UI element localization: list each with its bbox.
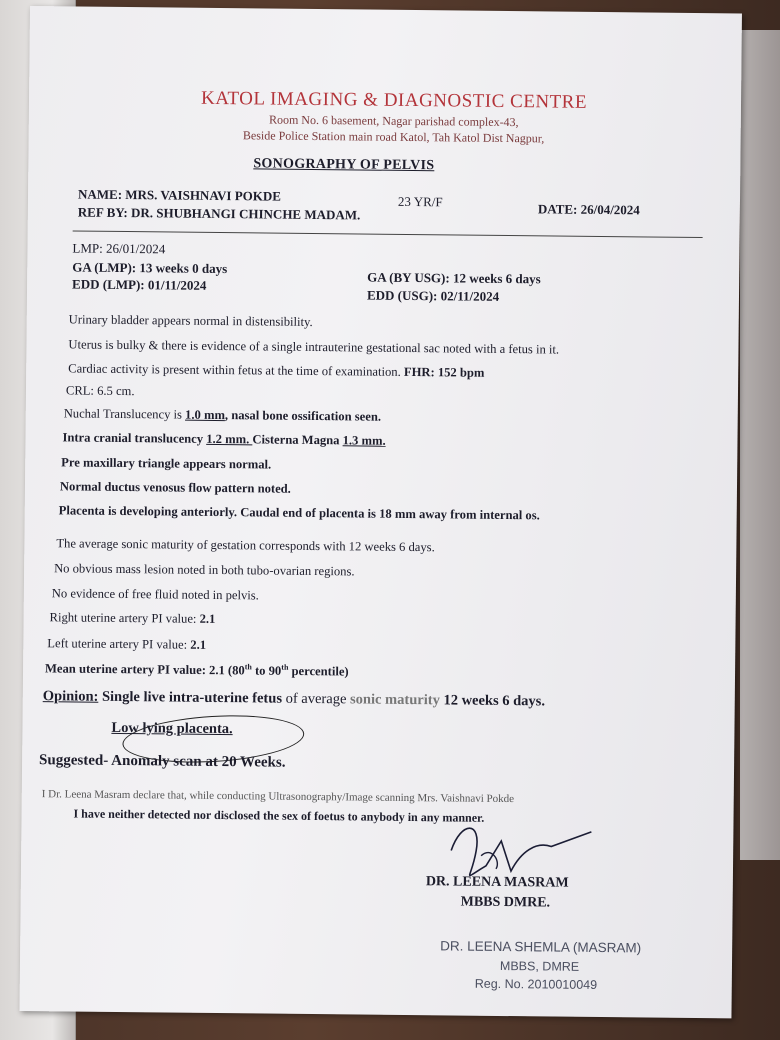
clinic-name: KATOL IMAGING & DIAGNOSTIC CENTRE [200, 87, 588, 113]
finding-cardiac: Cardiac activity is present within fetus at the time of examination. FHR: 152 bpm [68, 361, 485, 380]
finding-mean-pi: Mean uterine artery PI value: 2.1 (80th to 90th percentile) [44, 661, 349, 679]
report-title: SONOGRAPHY OF PELVIS [253, 156, 435, 174]
finding-uterus: Uterus is bulky & there is evidence of a single intrauterine gestational sac noted with a fetus in it. [68, 337, 560, 357]
ict-value: 1.2 mm. [206, 431, 253, 447]
ga-lmp: GA (LMP): 13 weeks 0 days [72, 259, 228, 277]
finding-maturity: The average sonic maturity of gestation corresponds with 12 weeks 6 days. [56, 536, 435, 555]
cm-value: 1.3 mm. [342, 433, 386, 448]
declaration-line-2: I have neither detected nor disclosed the sex of foetus to anybody in any manner. [73, 806, 485, 825]
finding-left-pi: Left uterine artery PI value: 2.1 [47, 636, 207, 652]
opinion-line: Opinion: Single live intra-uterine fetus of average sonic maturity 12 weeks 6 days. [42, 688, 546, 710]
finding-right-pi: Right uterine artery PI value: 2.1 [49, 610, 216, 626]
finding-mass: No obvious mass lesion noted in both tubo-ovarian regions. [54, 561, 355, 579]
header-divider [73, 230, 703, 238]
nt-value: 1.0 mm [185, 407, 226, 423]
fhr-value: FHR: 152 bpm [403, 364, 485, 380]
report-date: DATE: 26/04/2024 [537, 201, 640, 218]
ga-usg: GA (BY USG): 12 weeks 6 days [367, 269, 541, 287]
declaration-line-1: I Dr. Leena Masram declare that, while conducting Ultrasonography/Image scanning Mrs. Vaishnavi Pokde [41, 788, 515, 806]
patient-name: NAME: MRS. VAISHNAVI POKDE [77, 186, 282, 204]
finding-dv: Normal ductus venosus flow pattern noted. [59, 479, 291, 496]
opinion-label: Opinion: [42, 688, 99, 705]
report-paper [19, 6, 741, 1018]
finding-crl: CRL: 6.5 cm. [65, 383, 135, 399]
stamp-degree: MBBS, DMRE [499, 958, 580, 974]
doctor-degree: MBBS DMRE. [460, 894, 551, 911]
low-lying-placenta: Low lying placenta. [111, 719, 233, 738]
finding-nt: Nuchal Translucency is 1.0 mm, nasal bone ossification seen. [63, 406, 382, 424]
stamp-name: DR. LEENA SHEMLA (MASRAM) [440, 938, 642, 956]
address-line-2: Beside Police Station main road Katol, Tah Katol Dist Nagpur, [242, 128, 545, 146]
finding-fluid: No evidence of free fluid noted in pelvis. [51, 586, 259, 603]
edd-usg: EDD (USG): 02/11/2024 [366, 287, 500, 304]
stamp-registration: Reg. No. 2010010049 [474, 976, 598, 992]
finding-ict: Intra cranial translucency 1.2 mm. Cisterna Magna 1.3 mm. [62, 430, 386, 448]
finding-placenta: Placenta is developing anteriorly. Caudal end of placenta is 18 mm away from internal os. [58, 503, 540, 523]
address-line-1: Room No. 6 basement, Nagar parishad complex-43, [268, 112, 519, 130]
finding-pmt: Pre maxillary triangle appears normal. [61, 455, 272, 472]
lmp: LMP: 26/01/2024 [72, 240, 166, 257]
referred-by: REF BY: DR. SHUBHANGI CHINCHE MADAM. [77, 204, 361, 223]
doctor-name: DR. LEENA MASRAM [425, 874, 569, 891]
patient-age-sex: 23 YR/F [397, 193, 443, 210]
right-side-sheet [740, 30, 780, 860]
finding-bladder: Urinary bladder appears normal in distensibility. [68, 312, 313, 329]
suggested-scan: Suggested- Anomaly scan at 20 Weeks. [39, 752, 286, 771]
edd-lmp: EDD (LMP): 01/11/2024 [72, 276, 207, 293]
